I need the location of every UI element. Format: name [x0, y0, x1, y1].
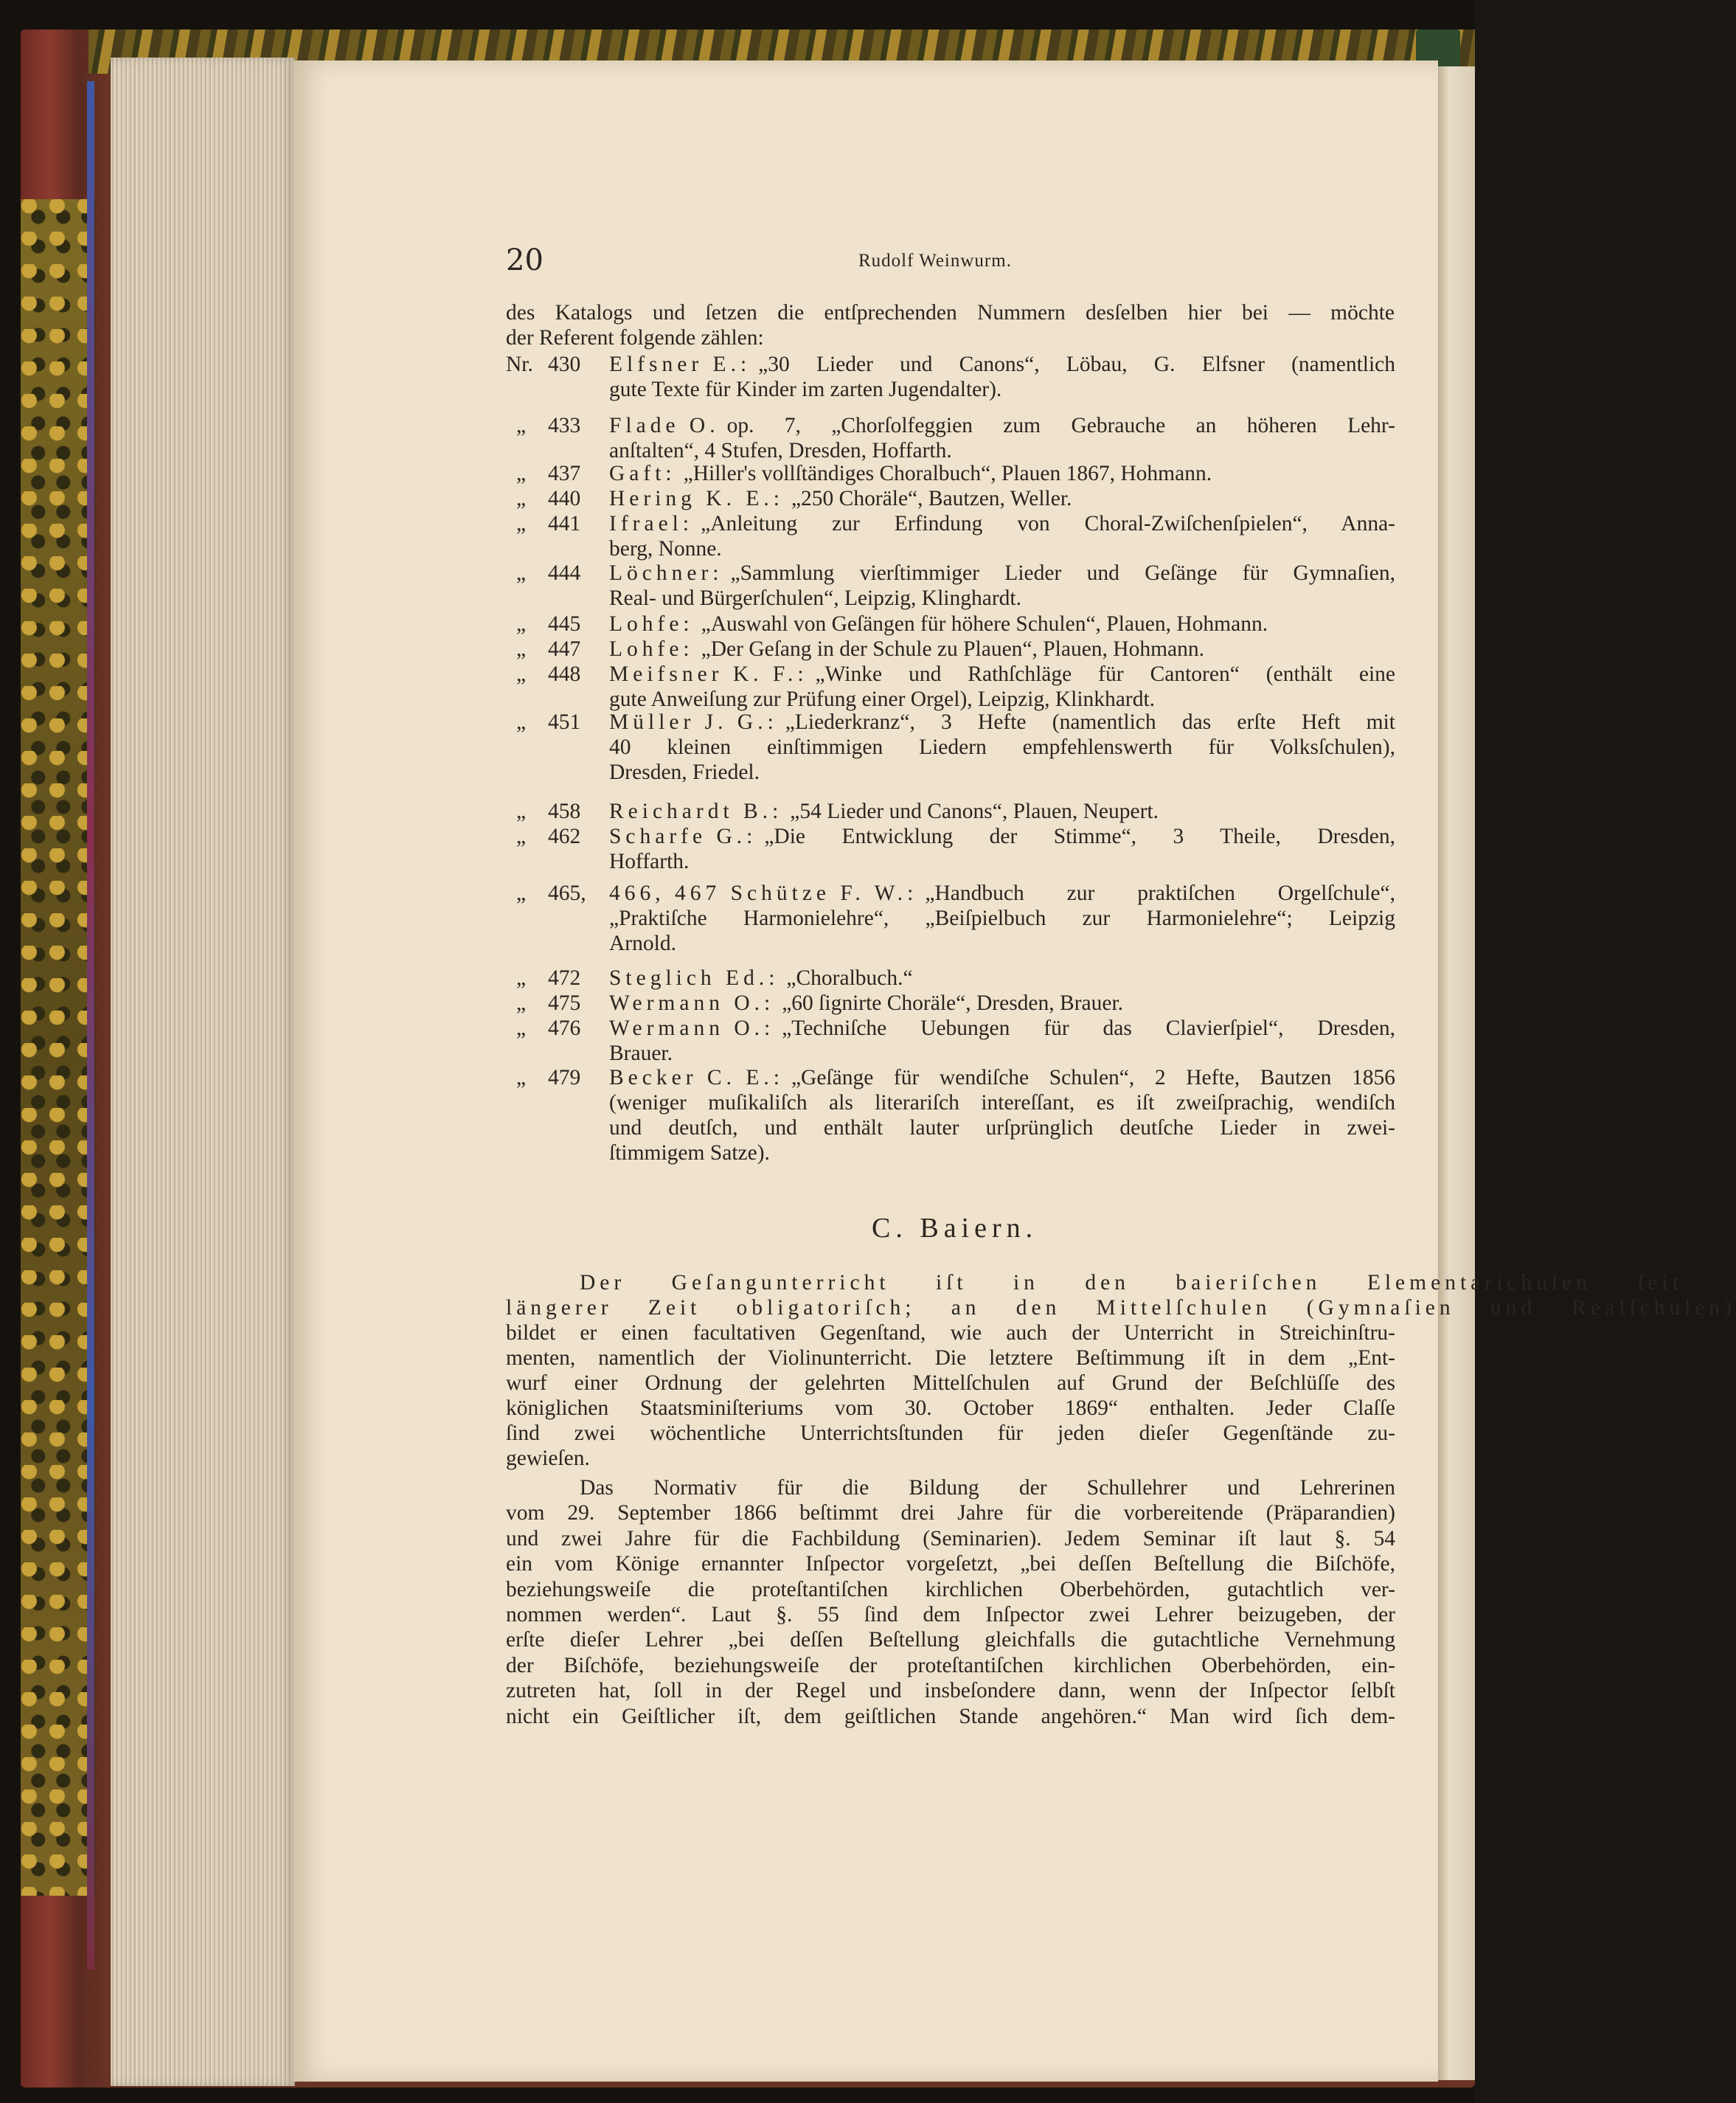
entry-author: Becker C. E.: [609, 1066, 784, 1089]
entry-text: „Auswahl von Geſängen für höhere Schulen“, Plauen, Hohmann. [701, 612, 1268, 636]
entry-text: „Anleitung zur Erfindung von Choral-Zwiſchenſpielen“, Anna- [701, 512, 1395, 536]
entry-text: „Praktiſche Harmonielehre“, „Beiſpielbuch zur Harmonielehre“; Leipzig [609, 907, 1395, 930]
entry-text: „Die Entwicklung der Stimme“, 3 Theile, Dresden, [764, 825, 1395, 848]
paragraph-line: gewieſen. [506, 1447, 590, 1470]
entry-author: Löchner: [609, 561, 723, 585]
entry-number: 445 [548, 612, 581, 636]
entry-text: Real- und Bürgerſchulen“, Leipzig, Klinghardt. [609, 586, 1021, 610]
entry-number: 472 [548, 966, 581, 990]
entry-prefix: „ [516, 462, 527, 485]
entry-text: berg, Nonne. [609, 537, 722, 561]
entry-text: anſtalten“, 4 Stufen, Dresden, Hoffarth. [609, 439, 952, 462]
entry-author: Meifsner K. F.: [609, 662, 808, 686]
paragraph-line: menten, namentlich der Violinunterricht. Die letztere Beſtimmung iſt in dem „Ent- [506, 1346, 1395, 1370]
entry-prefix: „ [516, 966, 527, 990]
paragraph-line: bildet er einen facultativen Gegenſtand, wie auch der Unterricht in Streichinſtru- [506, 1321, 1395, 1345]
entry-text: gute Anweiſung zur Prüfung einer Orgel), Leipzig, Klinkhardt. [609, 687, 1156, 711]
entry-prefix: „ [516, 710, 527, 734]
paragraph-line: ſind zwei wöchentliche Unterrichtsſtunden für jeden dieſer Gegenſtände zu- [506, 1421, 1395, 1445]
entry-text: „Geſänge für wendiſche Schulen“, 2 Hefte, Bautzen 1856 [791, 1066, 1395, 1089]
paragraph-line: vom 29. September 1866 beſtimmt drei Jahre für die vorbereitende (Präparandien) [506, 1501, 1395, 1525]
entry-number: 462 [548, 825, 581, 848]
entry-text: gute Texte für Kinder im zarten Jugendalter). [609, 378, 1002, 401]
entry-prefix: Nr. [506, 353, 533, 376]
paragraph-line: ein vom Könige ernannter Inſpector vorgeſetzt, „bei deſſen Beſtellung die Biſchöfe, [506, 1552, 1395, 1576]
entry-text: „30 Lieder und Canons“, Löbau, G. Elfsner (namentlich [758, 353, 1395, 376]
entry-prefix: „ [516, 612, 527, 636]
entry-number: 433 [548, 414, 581, 437]
page-number: 20 [506, 243, 544, 277]
entry-author: Gaft: [609, 462, 676, 485]
entry-text: „Sammlung vierſtimmiger Lieder und Geſänge für Gymnaſien, [730, 561, 1395, 585]
entry-prefix: „ [516, 414, 527, 437]
entry-number: 441 [548, 512, 581, 536]
entry-text: Arnold. [609, 932, 676, 955]
running-head: Rudolf Weinwurm. [858, 251, 1012, 271]
entry-text: und deutſch, und enthält lauter urſprünglich deutſche Lieder in zwei- [609, 1116, 1395, 1140]
entry-text: „54 Lieder und Canons“, Plauen, Neupert. [790, 800, 1159, 823]
entry-prefix: „ [516, 800, 527, 823]
entry-number: 447 [548, 637, 581, 661]
entry-author: Steglich Ed.: [609, 966, 780, 990]
entry-author: Flade O. [609, 414, 720, 437]
entry-number: 475 [548, 991, 581, 1015]
paragraph-line: königlichen Staatsminiſteriums vom 30. October 1869“ enthalten. Jeder Claſſe [506, 1396, 1395, 1420]
entry-author: Müller J. G.: [609, 710, 778, 734]
entry-prefix: „ [516, 561, 527, 585]
entry-prefix: „ [516, 825, 527, 848]
entry-prefix: „ [516, 662, 527, 686]
entry-number: 437 [548, 462, 581, 485]
paragraph-line: zutreten hat, ſoll in der Regel und insbeſondere dann, wenn der Inſpector ſelbſt [506, 1679, 1395, 1703]
intro-line: des Katalogs und ſetzen die entſprechenden Nummern desſelben hier bei — möchte [506, 301, 1395, 325]
entry-prefix: „ [516, 1066, 527, 1089]
entry-number: 440 [548, 487, 581, 510]
entry-text: op. 7, „Chorſolfeggien zum Gebrauche an höheren Lehr- [726, 414, 1395, 437]
entry-prefix: „ [516, 1016, 527, 1040]
entry-text: Hoffarth. [609, 850, 690, 873]
intro-line: der Referent folgende zählen: [506, 326, 764, 350]
entry-author: Reichardt B.: [609, 800, 783, 823]
entry-number: 476 [548, 1016, 581, 1040]
entry-text: „60 ſignirte Choräle“, Dresden, Brauer. [782, 991, 1124, 1015]
paragraph-line: wurf einer Ordnung der gelehrten Mittelſchulen auf Grund der Beſchlüſſe des [506, 1371, 1395, 1395]
paragraph-line: erſte dieſer Lehrer „bei deſſen Beſtellung gleichfalls die gutachtliche Vernehmung [506, 1628, 1395, 1652]
entry-number: 448 [548, 662, 581, 686]
paragraph-line: längerer Zeit obligatoriſch; an den Mittelſchulen (Gymnaſien und Realſchulen) [506, 1296, 1736, 1320]
entry-author: Wermann O.: [609, 991, 775, 1015]
entry-number: 479 [548, 1066, 581, 1089]
entry-text: „Hiller's vollſtändiges Choralbuch“, Plauen 1867, Hohmann. [683, 462, 1212, 485]
entry-prefix: „ [516, 991, 527, 1015]
entry-prefix: „ [516, 637, 527, 661]
paragraph-line: der Biſchöfe, beziehungsweiſe der proteſtantiſchen kirchlichen Oberbehörden, ein- [506, 1653, 1395, 1677]
entry-text: „Techniſche Uebungen für das Clavierſpiel“, Dresden, [782, 1016, 1395, 1040]
entry-prefix: „ [516, 487, 527, 510]
entry-text: „Liederkranz“, 3 Hefte (namentlich das erſte Heft mit [785, 710, 1395, 734]
entry-text: „Der Geſang in der Schule zu Plauen“, Plauen, Hohmann. [701, 637, 1205, 661]
entry-number: 451 [548, 710, 581, 734]
entry-text: „Handbuch zur praktiſchen Orgelſchule“, [925, 881, 1395, 905]
entry-number: 430 [548, 353, 581, 376]
entry-author: Hering K. E.: [609, 487, 784, 510]
paragraph-line: Der Geſangunterricht iſt in den baieriſchen Elementarichulen ſeit [580, 1271, 1683, 1295]
entry-prefix: „ [516, 512, 527, 536]
entry-author: Elfsner E.: [609, 353, 751, 376]
entry-text: Brauer. [609, 1042, 673, 1065]
entry-author: Lohfe: [609, 637, 694, 661]
paragraph-line: und zwei Jahre für die Fachbildung (Seminarien). Jedem Seminar iſt laut §. 54 [506, 1526, 1395, 1551]
entry-number: 458 [548, 800, 581, 823]
entry-text: Dresden, Friedel. [609, 761, 760, 784]
paragraph-line: nicht ein Geiſtlicher iſt, dem geiſtlichen Stande angehören.“ Man wird ſich dem- [506, 1704, 1395, 1728]
entry-number: 465, [548, 881, 586, 905]
entry-text: „Choralbuch.“ [786, 966, 913, 990]
section-heading: C. Baiern. [872, 1213, 1038, 1244]
paragraph-line: beziehungsweiſe die proteſtantiſchen kirchlichen Oberbehörden, gutachtlich ver- [506, 1577, 1395, 1601]
paragraph-line: Das Normativ für die Bildung der Schullehrer und Lehrerinen [580, 1476, 1395, 1500]
entry-text: „Winke und Rathſchläge für Cantoren“ (enthält eine [815, 662, 1395, 686]
entry-author: Lohfe: [609, 612, 694, 636]
entry-author: Wermann O.: [609, 1016, 775, 1040]
entry-text: ſtimmigem Satze). [609, 1141, 770, 1165]
entry-author: Ifrael: [609, 512, 694, 536]
entry-text: „250 Choräle“, Bautzen, Weller. [791, 487, 1072, 510]
entry-text: 40 kleinen einſtimmigen Liedern empfehlenswerth für Volksſchulen), [609, 735, 1395, 759]
entry-author: 466, 467 Schütze F. W.: [609, 881, 918, 905]
entry-text: (weniger muſikaliſch als literariſch intereſſant, es iſt zweiſprachig, wendiſch [609, 1091, 1395, 1115]
entry-number: 444 [548, 561, 581, 585]
entry-author: Scharfe G.: [609, 825, 757, 848]
paragraph-line: nommen werden“. Laut §. 55 ſind dem Inſpector zwei Lehrer beizugeben, der [506, 1603, 1395, 1626]
entry-prefix: „ [516, 881, 527, 905]
